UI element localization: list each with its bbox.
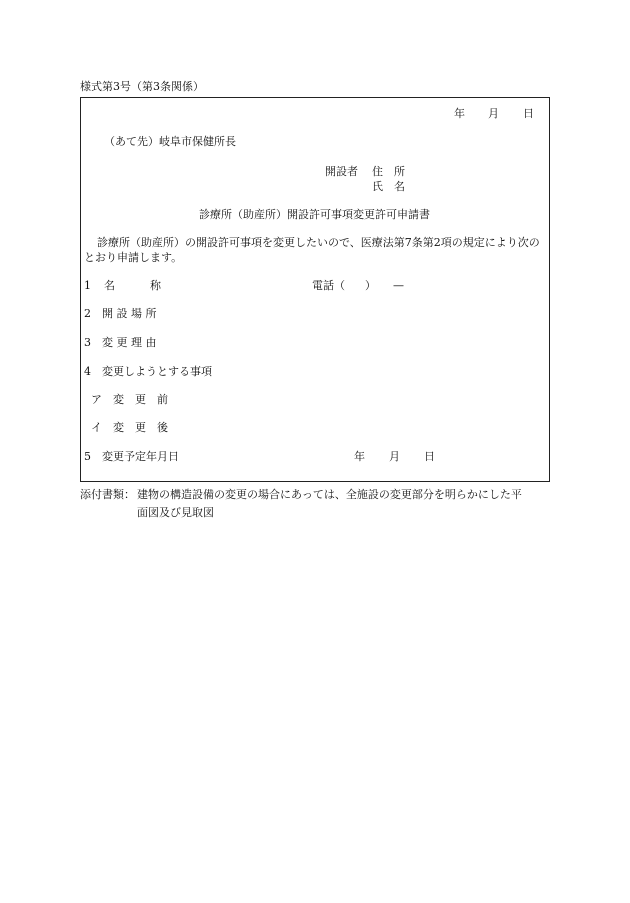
item-4-changes: 4 変更しようとする事項	[84, 365, 212, 378]
item-2-location: 2 開 設 場 所	[84, 307, 157, 320]
item-5-month: 月	[389, 450, 400, 463]
addressee: （あて先）岐阜市保健所長	[104, 135, 236, 148]
item-5-day: 日	[424, 450, 435, 463]
form-number: 様式第3号（第3条関係）	[80, 80, 204, 93]
attachment-label: 添付書類：	[80, 488, 135, 501]
item-5-scheduled-date: 5 変更予定年月日	[84, 450, 179, 463]
date-day-label: 日	[523, 107, 534, 120]
intro-line-1: 診療所（助産所）の開設許可事項を変更したいので、医療法第7条第2項の規定により次の	[97, 236, 540, 249]
item-3-reason: 3 変 更 理 由	[84, 336, 157, 349]
item-4b-after: 変 更 後	[113, 421, 168, 434]
item-5-year: 年	[354, 450, 365, 463]
item-1-label-b: 称	[150, 279, 161, 292]
applicant-address-label: 住 所	[372, 165, 405, 178]
attachment-text-2: 面図及び見取図	[137, 506, 214, 519]
item-4a-before: 変 更 前	[113, 393, 168, 406]
phone-dash: —	[393, 279, 404, 292]
document-title: 診療所（助産所）開設許可事項変更許可申請書	[199, 208, 430, 221]
item-1-label-a: 名	[104, 279, 115, 292]
applicant-name-label: 氏 名	[372, 180, 405, 193]
item-1-number: 1	[84, 279, 91, 292]
item-4b-kana: イ	[91, 421, 102, 434]
phone-label: 電話（	[312, 279, 345, 292]
intro-line-2: とおり申請します。	[84, 251, 183, 264]
phone-close-paren: ）	[365, 279, 376, 292]
date-year-label: 年	[454, 107, 465, 120]
date-month-label: 月	[488, 107, 499, 120]
attachment-text-1: 建物の構造設備の変更の場合にあっては、全施設の変更部分を明らかにした平	[137, 488, 522, 501]
item-4a-kana: ア	[91, 393, 102, 406]
applicant-label: 開設者	[325, 165, 358, 178]
